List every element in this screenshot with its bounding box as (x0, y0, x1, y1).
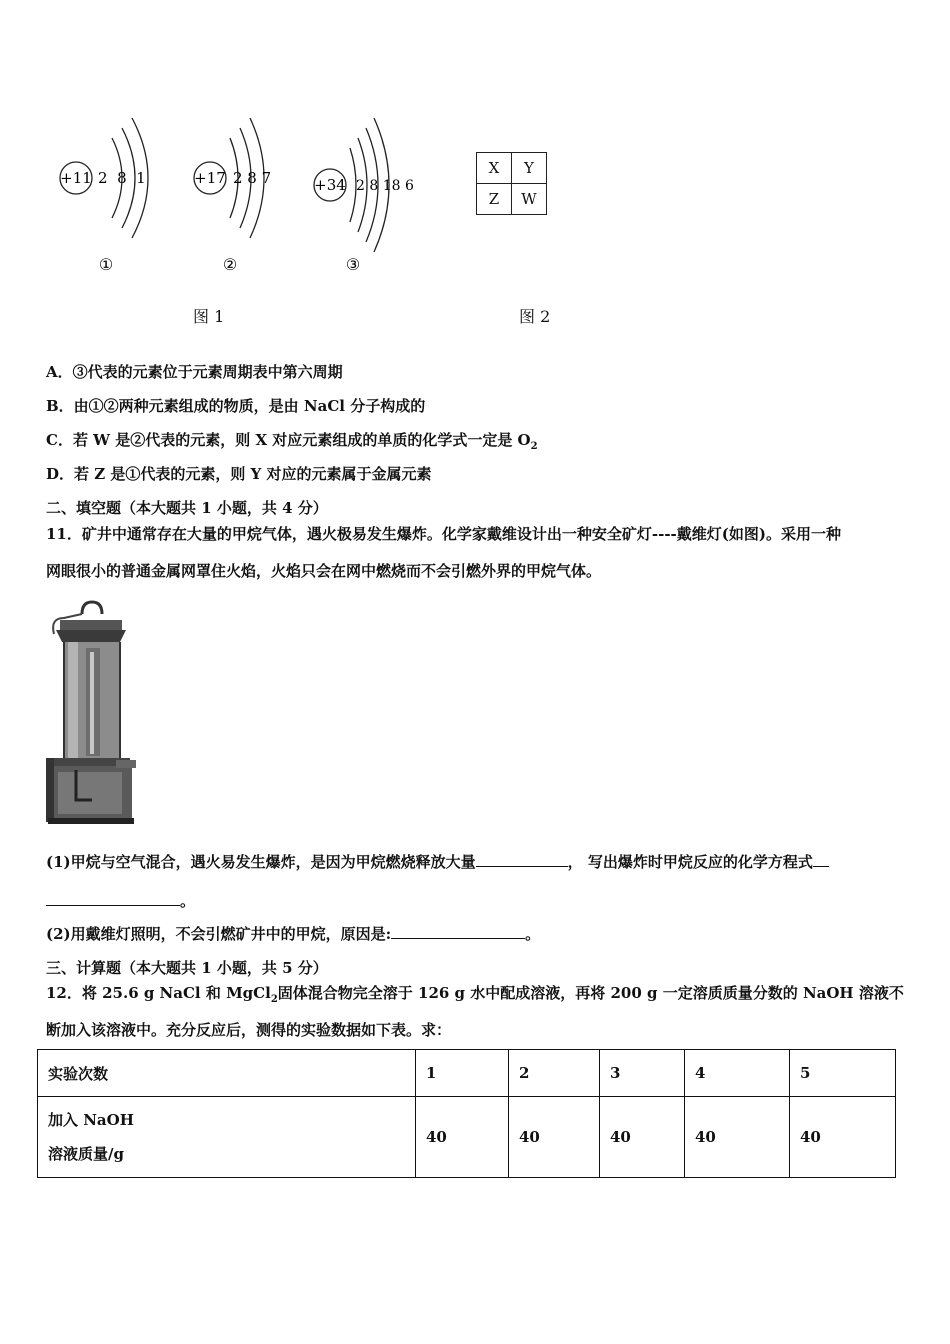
grid-cell-z: Z (477, 184, 512, 215)
option-d: D．若 Z 是①代表的元素，则 Y 对应的元素属于金属元素 (46, 465, 432, 483)
grid-cell-x: X (477, 153, 512, 184)
section-3-heading: 三、计算题（本大题共 1 小题，共 5 分） (46, 959, 328, 977)
option-c (46, 429, 538, 452)
atom-1-shells: 2 8 1 (98, 169, 146, 187)
table-cell: 4 (685, 1050, 790, 1097)
q11-sub-1-cont (46, 890, 195, 911)
periodic-grid (476, 152, 547, 215)
atom-3 (314, 118, 414, 274)
table-header-trials: 实验次数 (38, 1050, 416, 1097)
table-cell: 3 (600, 1050, 685, 1097)
atom-3-nucleus: +34 (314, 176, 346, 194)
atom-2 (194, 118, 271, 274)
answer-blank-2-start[interactable] (813, 852, 829, 867)
option-a: A．③代表的元素位于元素周期表中第六周期 (46, 363, 343, 381)
atom-1-nucleus: +11 (60, 169, 92, 187)
atom-1 (60, 118, 148, 274)
answer-blank-2[interactable] (46, 891, 180, 906)
answer-blank-1[interactable] (476, 852, 568, 867)
atom-2-shells: 2 8 7 (233, 169, 272, 187)
option-c-subscript: 2 (530, 441, 538, 452)
figure-2-caption: 图 2 (519, 307, 551, 326)
table-cell: 2 (509, 1050, 600, 1097)
q11-sub-2-text: (2)用戴维灯照明，不会引燃矿井中的甲烷，原因是: (46, 925, 392, 943)
atom-2-nucleus: +17 (194, 169, 226, 187)
option-b: B．由①②两种元素组成的物质，是由 NaCl 分子构成的 (46, 397, 426, 415)
q12-subscript: 2 (270, 994, 278, 1005)
q11-sub-1-end: 。 (180, 892, 196, 910)
atom-3-shells: 2 8 18 6 (356, 178, 414, 194)
q12-line-1-a: 12．将 25.6 g NaCl 和 MgCl (46, 984, 271, 1002)
grid-cell-y: Y (512, 153, 547, 184)
table-cell: 40 (416, 1097, 509, 1178)
grid-cell-w: W (512, 184, 547, 215)
atomic-structure-figure (40, 108, 420, 278)
option-c-text: C．若 W 是②代表的元素，则 X 对应元素组成的单质的化学式一定是 O (46, 431, 531, 449)
table-header-naoh-line2: 溶液质量/g (48, 1145, 124, 1163)
q12-line-1 (46, 982, 904, 1005)
q11-sub-1-text-a: (1)甲烷与空气混合，遇火易发生爆炸，是因为甲烷燃烧释放大量 (46, 853, 476, 871)
q12-line-2: 断加入该溶液中。充分反应后，测得的实验数据如下表。求： (46, 1021, 452, 1039)
table-cell: 5 (790, 1050, 896, 1097)
q12-line-1-b: 固体混合物完全溶于 126 g 水中配成溶液，再将 200 g 一定溶质质量分数的 NaOH 溶液不 (277, 984, 904, 1002)
figure-1-caption: 图 1 (193, 307, 225, 326)
table-header-naoh (38, 1097, 416, 1178)
q11-line-2: 网眼很小的普通金属网罩住火焰，火焰只会在网中燃烧而不会引燃外界的甲烷气体。 (46, 562, 602, 580)
q11-sub-2 (46, 923, 540, 944)
table-cell: 40 (600, 1097, 685, 1178)
section-2-heading: 二、填空题（本大题共 1 小题，共 4 分） (46, 499, 328, 517)
davy-lamp-illustration (46, 600, 138, 826)
table-row (38, 1050, 896, 1097)
table-cell: 1 (416, 1050, 509, 1097)
table-header-naoh-line1: 加入 NaOH (48, 1111, 134, 1129)
q11-sub-1-text-b: ， 写出爆炸时甲烷反应的化学方程式 (567, 853, 813, 871)
atom-3-label: ③ (345, 255, 361, 274)
answer-blank-3[interactable] (391, 924, 525, 939)
q11-sub-2-end: 。 (525, 925, 541, 943)
atom-1-label: ① (98, 255, 114, 274)
table-cell: 40 (685, 1097, 790, 1178)
q11-line-1: 11．矿井中通常存在大量的甲烷气体，遇火极易发生爆炸。化学家戴维设计出一种安全矿灯----戴维灯(如图)。采用一种 (46, 525, 841, 543)
table-cell: 40 (509, 1097, 600, 1178)
atom-2-label: ② (222, 255, 238, 274)
table-cell: 40 (790, 1097, 896, 1178)
q11-sub-1 (46, 851, 829, 872)
experiment-table (37, 1049, 896, 1178)
table-row (38, 1097, 896, 1178)
